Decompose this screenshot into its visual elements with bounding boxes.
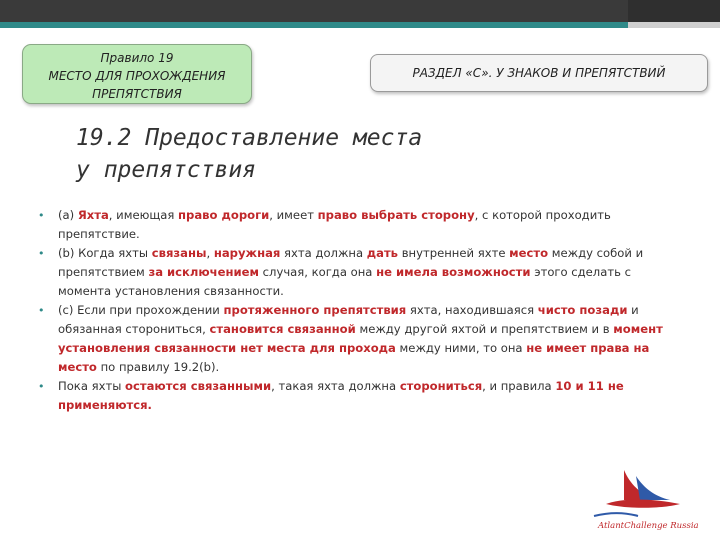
highlighted-term: остаются связанными [125,379,272,393]
top-accent-stripe-right [628,22,720,28]
highlighted-term: право выбрать сторону [317,208,475,222]
bullet-text: яхта должна [280,246,367,260]
bullet-item [36,244,676,301]
bullet-item [36,206,676,244]
highlighted-term: чисто позади [537,303,628,317]
bullet-text: этого сделать с момента установления связанности. [58,265,631,298]
bullet-text: (b) Когда яхты [58,246,152,260]
bullet-text: , имеет [269,208,318,222]
slide-title-line1: 19.2 Предоставление места [76,125,423,151]
highlighted-term: место [509,246,549,260]
rule-name-line1: МЕСТО ДЛЯ ПРОХОЖДЕНИЯ [48,69,226,83]
top-bar-right-block [628,0,720,22]
bullet-text: между другой яхтой и препятствием и в [355,322,614,336]
bullet-text: , такая яхта должна [271,379,400,393]
highlighted-term: за исключением [148,265,259,279]
highlighted-term: сторониться [399,379,483,393]
top-accent-stripe [0,22,628,28]
bullet-text: , [206,246,214,260]
highlighted-term: право дороги [178,208,270,222]
bullet-text: по правилу 19.2(b). [96,360,220,374]
bullet-text: (c) Если при прохождении [58,303,224,317]
bullet-text: яхта, находившаяся [406,303,538,317]
logo-wave-icon [606,500,680,508]
highlighted-term: не имела возможности [376,265,531,279]
slide-title-line2: у препятствия [76,157,257,183]
bullet-text: , с которой проходить препятствие. [58,208,611,241]
slide-title [76,122,576,186]
rule-name-line2: ПРЕПЯТСТВИЯ [92,87,182,101]
highlighted-term: дать [366,246,399,260]
bullet-text: случая, когда она [258,265,377,279]
logo-text: AtlantChallenge Russia [598,521,699,531]
highlighted-term: протяженного препятствия [223,303,407,317]
bullet-item [36,377,676,415]
highlighted-term: наружная [213,246,281,260]
bullet-text: между ними, то она [395,341,527,355]
highlighted-term: 10 и 11 не применяются. [58,379,624,412]
rule-number: Правило 19 [100,51,174,65]
logo-swoosh-icon [594,513,638,516]
highlighted-term: связаны [151,246,207,260]
bullet-text: и обязанная сторониться, [58,303,639,336]
logo-sail-blue-icon [636,476,670,500]
highlighted-term: момент установления связанности нет места для прохода [58,322,663,355]
highlighted-term: Яхта [77,208,109,222]
bullet-text: , и правила [482,379,556,393]
bullet-text: Пока яхты [58,379,126,393]
bullet-text: внутренней яхте [398,246,510,260]
highlighted-term: становится связанной [209,322,356,336]
atlantchallenge-logo [580,460,710,538]
bullet-text: (a) [58,208,78,222]
highlighted-term: не имеет права на место [58,341,650,374]
bullet-list [36,206,676,415]
section-box: РАЗДЕЛ «С». У ЗНАКОВ И ПРЕПЯТСТВИЙ [370,54,708,92]
bullet-item [36,301,676,377]
bullet-text: , имеющая [108,208,179,222]
bullet-text: между собой и препятствием [58,246,644,279]
top-bar [0,0,720,22]
rule-box [22,44,252,104]
